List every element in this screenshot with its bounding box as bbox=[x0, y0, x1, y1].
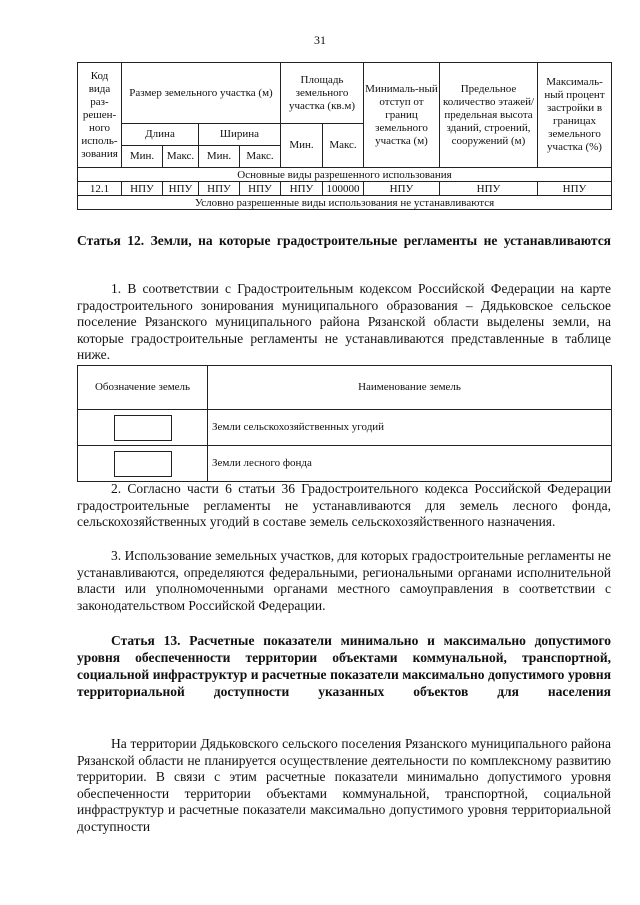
header-coverage: Максималь-ный процент застройки в границах земельного участка (%) bbox=[538, 63, 612, 168]
cell-coverage: НПУ bbox=[538, 182, 612, 196]
header-code: Код вида раз-решен-ного исполь-зования bbox=[78, 63, 122, 168]
main-uses-label: Основные виды разрешенного использования bbox=[78, 168, 612, 182]
cell-code: 12.1 bbox=[78, 182, 122, 196]
header-width-min: Мин. bbox=[199, 146, 240, 168]
article-13-paragraph-1: На территории Дядьковского сельского поселения Рязанского муниципального района Рязанской области не планируется осуществление деятельности по комплексному развитию территории. В связи с этим расчетные показатели минимально допустимого уровня обеспеченности территории объектами коммунальной, транспортной, социальной инфраструктур и расчетные показатели максимально допустимого уровня территориальной доступности bbox=[77, 736, 611, 834]
header-plot-size: Размер земельного участка (м) bbox=[122, 63, 281, 124]
lands-header-designation: Обозначение земель bbox=[78, 366, 208, 410]
cell-length-min: НПУ bbox=[122, 182, 163, 196]
cell-area-min: НПУ bbox=[281, 182, 323, 196]
article-12-paragraph-2: 2. Согласно части 6 статьи 36 Градостроительного кодекса Российской Федерации градостроительные регламенты не устанавливаются для земель лесного фонда, сельскохозяйственных угодий в составе земель сельскохозяйственного назначения. bbox=[77, 481, 611, 529]
article-12-paragraph-1: 1. В соответствии с Градостроительным кодексом Российской Федерации на карте градостроительного зонирования муниципального образования – Дядьковское сельское поселение Рязанского муниципального района Рязанской области выделены земли, на которые градостроительные регламенты не устанавливаются представленные в таблице ниже. bbox=[77, 281, 611, 362]
article-13-title: Статья 13. Расчетные показатели минимально и максимально допустимого уровня обеспеченности территории объектами коммунальной, транспортной, социальной инфраструктур и расчетные показатели максимально допустимого уровня территориальной доступности указанных объектов для населения bbox=[77, 633, 611, 699]
article-12-title: Статья 12. Земли, на которые градостроительные регламенты не устанавливаются bbox=[77, 233, 611, 248]
cell-width-max: НПУ bbox=[240, 182, 281, 196]
header-length-min: Мин. bbox=[122, 146, 163, 168]
article-12-paragraph-3: 3. Использование земельных участков, для которых градостроительные регламенты не устанавливаются, определяются федеральными, региональными органами исполнительной власти или уполномоченными органами местного самоуправления в соответствии с законодательством Российской Федерации. bbox=[77, 548, 611, 613]
cell-length-max: НПУ bbox=[163, 182, 199, 196]
land-swatch-agricultural bbox=[114, 415, 172, 441]
header-floors: Предельное количество этажей/ предельная высота зданий, строений, сооружений (м) bbox=[440, 63, 538, 168]
table-row bbox=[78, 182, 612, 196]
land-use-parameters-table bbox=[77, 62, 612, 210]
header-length-max: Макс. bbox=[163, 146, 199, 168]
table-row bbox=[78, 446, 612, 482]
lands-table bbox=[77, 365, 612, 482]
header-length: Длина bbox=[122, 124, 199, 146]
header-area: Площадь земельного участка (кв.м) bbox=[281, 63, 364, 124]
land-swatch-forest bbox=[114, 451, 172, 477]
header-setback: Минималь-ный отступ от границ земельного участка (м) bbox=[364, 63, 440, 168]
cell-setback: НПУ bbox=[364, 182, 440, 196]
header-area-max: Макс. bbox=[323, 124, 364, 168]
header-width-max: Макс. bbox=[240, 146, 281, 168]
conditional-uses-label: Условно разрешенные виды использования не устанавливаются bbox=[78, 196, 612, 210]
table-row bbox=[78, 410, 612, 446]
page-number: 31 bbox=[314, 33, 326, 47]
header-width: Ширина bbox=[199, 124, 281, 146]
land-name-forest: Земли лесного фонда bbox=[208, 446, 612, 482]
lands-header-name: Наименование земель bbox=[208, 366, 612, 410]
land-name-agricultural: Земли сельскохозяйственных угодий bbox=[208, 410, 612, 446]
cell-floors: НПУ bbox=[440, 182, 538, 196]
cell-width-min: НПУ bbox=[199, 182, 240, 196]
header-area-min: Мин. bbox=[281, 124, 323, 168]
cell-area-max: 100000 bbox=[323, 182, 364, 196]
